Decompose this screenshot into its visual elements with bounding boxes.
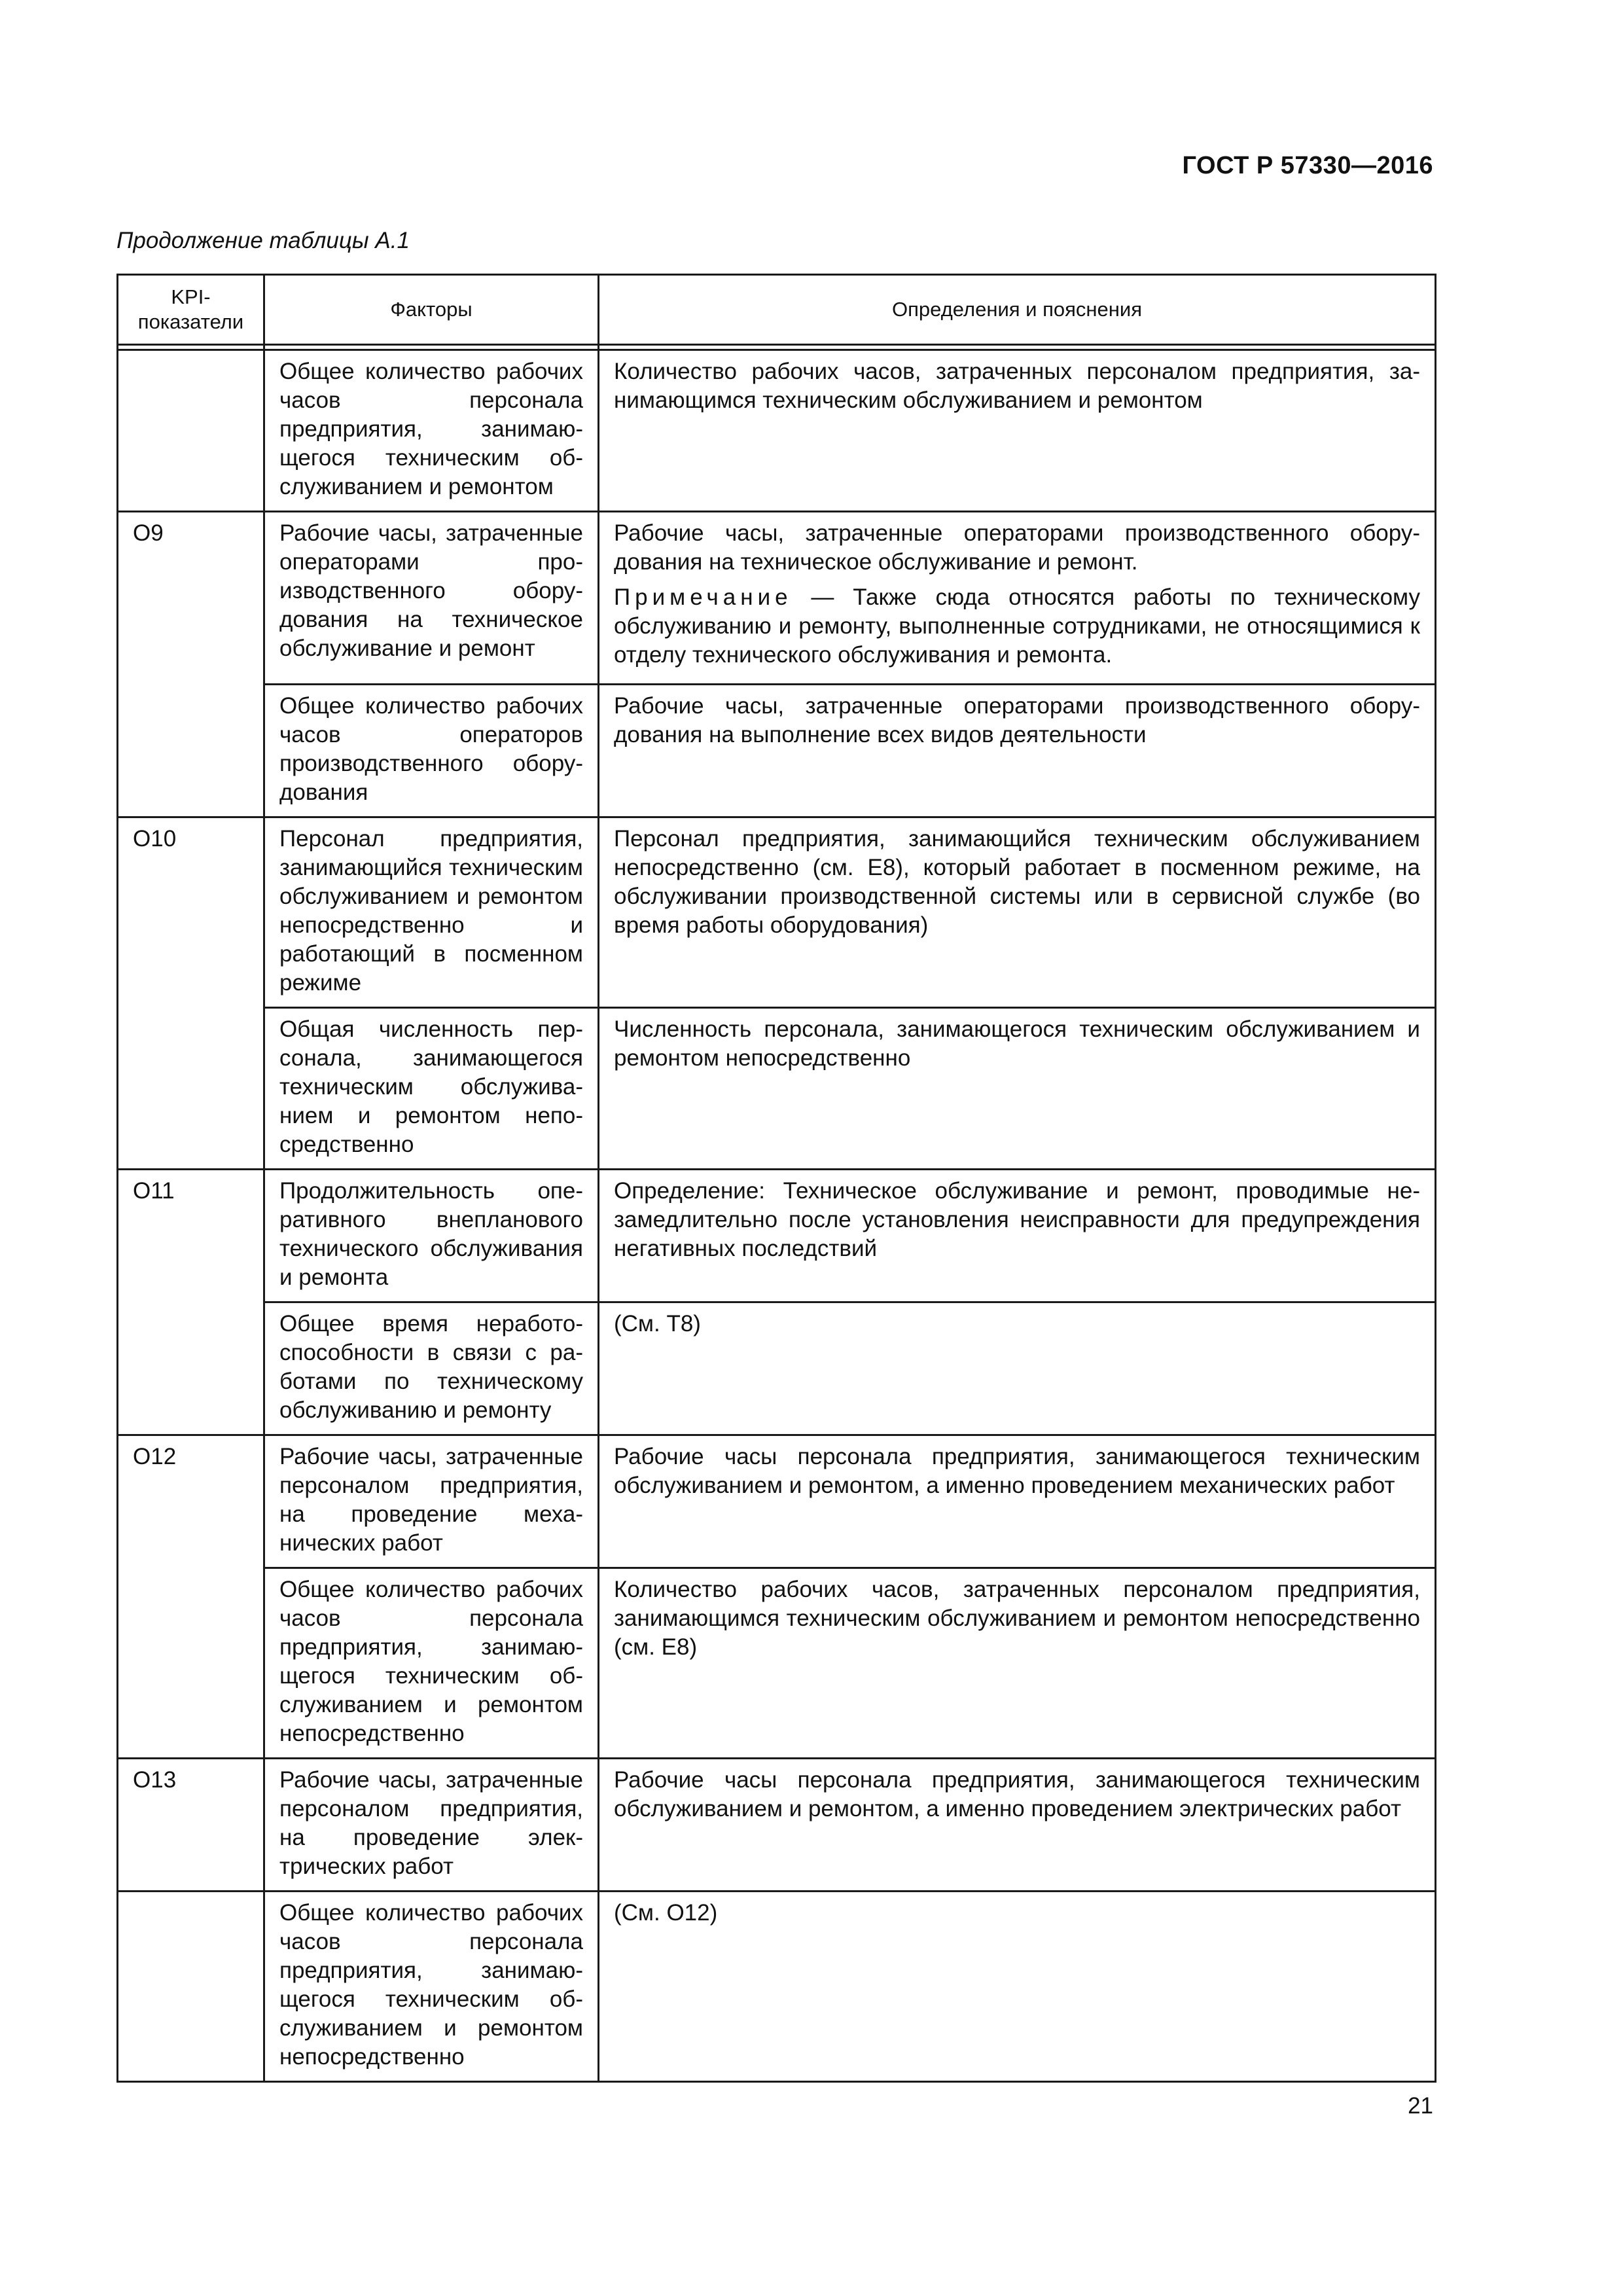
kpi-cell: O10 (118, 817, 264, 1170)
factor-cell: Рабочие часы, затраченные операторами производственного оборудования на техническое обслуживание и ремонт (264, 512, 599, 685)
note-label: Примечание (614, 584, 793, 610)
table-caption: Продолжение таблицы А.1 (116, 228, 410, 253)
table-row (118, 350, 1436, 512)
definition-cell: Численность персонала, занимающегося техническим обслуживанием и ремонтом непосредственно (599, 1008, 1436, 1170)
factor-cell: Рабочие часы, затраченные персоналом предприятия, на проведение электрических работ (264, 1759, 599, 1892)
kpi-cell: O12 (118, 1435, 264, 1759)
factor-cell: Общее количество рабочих часов операторов производственного оборудования (264, 685, 599, 817)
table-row (118, 1008, 1436, 1170)
definition-cell: Рабочие часы, затраченные операторами производственного оборудования на выполнение всех видов деятельности (599, 685, 1436, 817)
definition-cell: (См. Т8) (599, 1302, 1436, 1435)
header-separator (118, 345, 1436, 350)
definition-text: Рабочие часы, затраченные операторами производственного оборудования на техническое обслуживание и ремонт. (614, 520, 1420, 575)
definition-cell: Рабочие часы персонала предприятия, занимающегося техническим обслуживанием и ремонтом, а именно проведением электрических работ (599, 1759, 1436, 1892)
note-text: — Также сюда относятся работы по техническому обслуживанию и ремонту, выполненные сотрудниками, не относящимися к отделу технического обслуживания и ремонта. (614, 584, 1420, 668)
factor-cell: Рабочие часы, затраченные персоналом предприятия, на проведение механических работ (264, 1435, 599, 1568)
document-code: ГОСТ Р 57330—2016 (1182, 152, 1433, 179)
kpi-cell (118, 350, 264, 512)
table-row (118, 1170, 1436, 1302)
factor-cell: Персонал предприятия, занимающийся техническим обслуживанием и ремонтом непосредственно и работающий в посменном режиме (264, 817, 599, 1008)
definition-cell: Количество рабочих часов, затраченных персоналом предприятия, занимающимся техническим обслуживанием и ремонтом непосредственно (см. Е8) (599, 1568, 1436, 1759)
kpi-cell (118, 1892, 264, 2082)
factor-cell: Общее количество рабочих часов персонала предприятия, занимающегося техническим обслуживанием и ремонтом непосредственно (264, 1892, 599, 2082)
table-row (118, 685, 1436, 817)
page-number: 21 (1408, 2093, 1433, 2119)
factor-cell: Общее количество рабочих часов персонала предприятия, занимающегося техническим обслуживанием и ремонтом непосредственно (264, 1568, 599, 1759)
table-row (118, 512, 1436, 685)
table-row (118, 1435, 1436, 1568)
column-header-kpi: KPI-показатели (118, 275, 264, 345)
factor-cell: Общее время неработоспособности в связи с работами по техническому обслуживанию и ремонту (264, 1302, 599, 1435)
kpi-cell: O11 (118, 1170, 264, 1435)
definition-cell: (См. O12) (599, 1892, 1436, 2082)
table-row (118, 817, 1436, 1008)
definition-cell (599, 512, 1436, 685)
definition-cell: Рабочие часы персонала предприятия, занимающегося техническим обслуживанием и ремонтом, а именно проведением механических работ (599, 1435, 1436, 1568)
definition-cell: Количество рабочих часов, затраченных персоналом предприятия, занимающимся техническим обслуживанием и ремонтом (599, 350, 1436, 512)
definition-cell: Определение: Техническое обслуживание и ремонт, проводимые незамедлительно после установления неисправности для предупреждения негативных последствий (599, 1170, 1436, 1302)
table-row (118, 1568, 1436, 1759)
factor-cell: Общее количество рабочих часов персонала предприятия, занимающегося техническим обслуживанием и ремонтом (264, 350, 599, 512)
note (614, 583, 1420, 670)
definition-cell: Персонал предприятия, занимающийся техническим обслуживанием непосредственно (см. Е8), который работает в посменном режиме, на обслуживании производственной системы или в сервисной службе (во время работы оборудования) (599, 817, 1436, 1008)
kpi-table (116, 274, 1436, 2083)
table-row (118, 1302, 1436, 1435)
factor-cell: Общая численность персонала, занимающегося техническим обслуживанием и ремонтом непосредственно (264, 1008, 599, 1170)
column-header-factors: Факторы (264, 275, 599, 345)
table-header-row (118, 275, 1436, 345)
column-header-definitions: Определения и пояснения (599, 275, 1436, 345)
factor-cell: Продолжительность оперативного внепланового технического обслуживания и ремонта (264, 1170, 599, 1302)
kpi-cell: O13 (118, 1759, 264, 1892)
kpi-cell: O9 (118, 512, 264, 817)
table-row (118, 1759, 1436, 1892)
table-row (118, 1892, 1436, 2082)
